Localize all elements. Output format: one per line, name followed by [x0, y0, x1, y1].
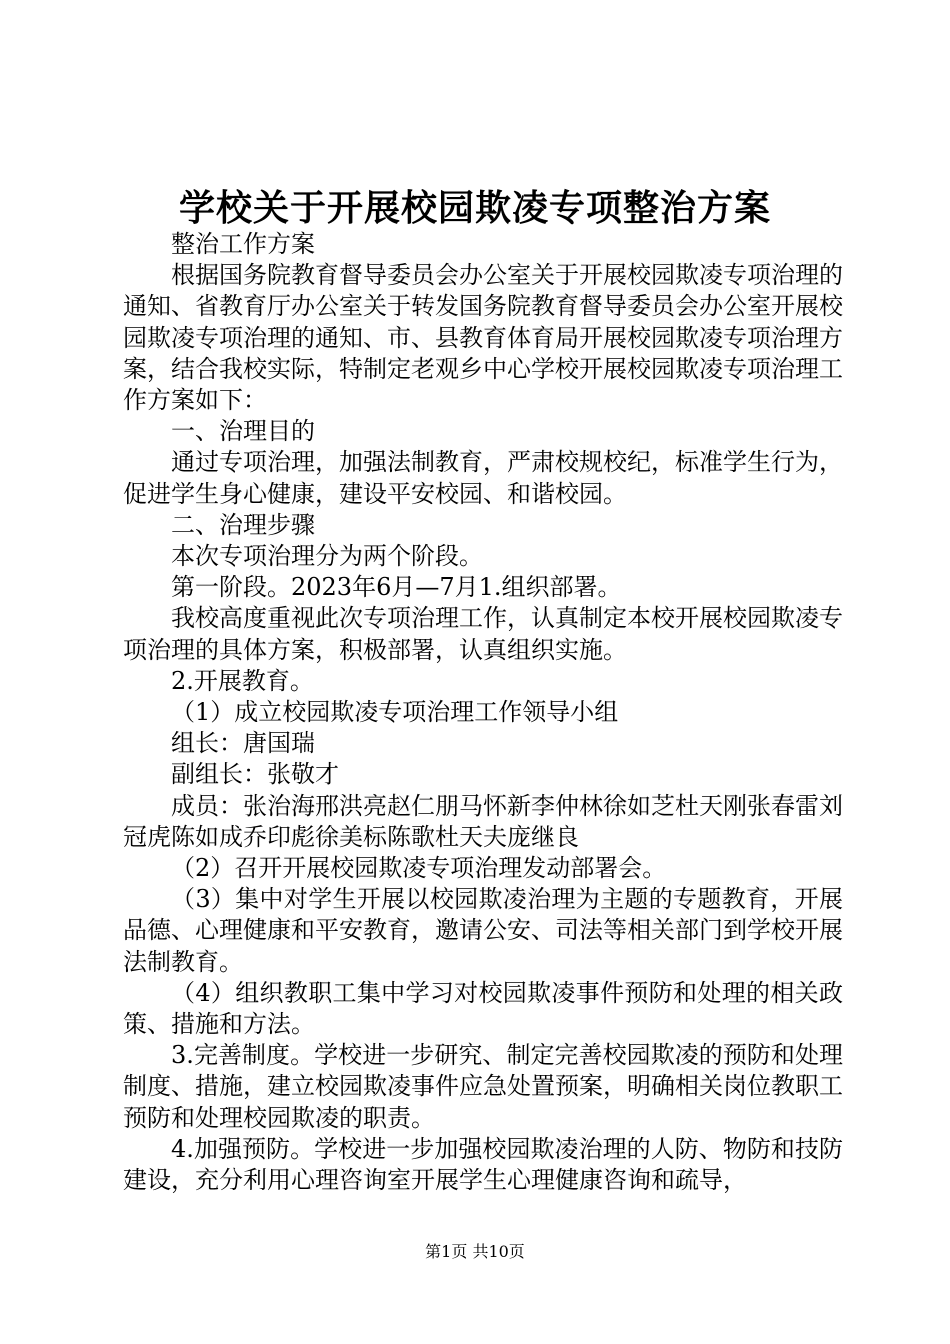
page-footer: 第1页 共10页 [425, 1242, 525, 1261]
paragraph: 3.完善制度。学校进一步研究、制定完善校园欺凌的预防和处理制度、措施，建立校园欺凌事件应急处置预案，明确相关岗位教职工预防和处理校园欺凌的职责。 [123, 1041, 843, 1132]
section-heading: 一、治理目的 [171, 417, 315, 446]
paragraph: 组长：唐国瑞 [171, 729, 315, 758]
paragraph: 整治工作方案 [171, 230, 315, 258]
paragraph: 通过专项治理，加强法制教育，严肃校规校纪，标准学生行为，促进学生身心健康，建设平安校园、和谐校园。 [123, 448, 843, 508]
paragraph: 根据国务院教育督导委员会办公室关于开展校园欺凌专项治理的通知、省教育厅办公室关于转发国务院教育督导委员会办公室开展校园欺凌专项治理的通知、市、县教育体育局开展校园欺凌专项治理方案，结合我校实际，特制定老观乡中心学校开展校园欺凌专项治理工作方案如下： [123, 261, 843, 415]
paragraph: 2.开展教育。 [171, 666, 314, 695]
paragraph: 成员：张治海邢洪亮赵仁朋马怀新李仲林徐如芝杜天刚张春雷刘冠虎陈如成乔印彪徐美标陈歌杜天夫庞继良 [123, 791, 843, 851]
paragraph: （2）召开开展校园欺凌专项治理发动部署会。 [171, 854, 667, 883]
section-heading: 二、治理步骤 [171, 510, 315, 539]
paragraph: 第一阶段。2023年6月—7月1.组织部署。 [171, 573, 622, 602]
document-title: 学校关于开展校园欺凌专项整治方案 [178, 187, 771, 229]
paragraph: 我校高度重视此次专项治理工作，认真制定本校开展校园欺凌专项治理的具体方案，积极部署，认真组织实施。 [123, 604, 843, 664]
document-body [123, 229, 843, 1196]
paragraph: （4）组织教职工集中学习对校园欺凌事件预防和处理的相关政策、措施和方法。 [123, 978, 843, 1039]
paragraph: （3）集中对学生开展以校园欺凌治理为主题的专题教育，开展品德、心理健康和平安教育，邀请公安、司法等相关部门到学校开展法制教育。 [123, 885, 843, 976]
paragraph: 本次专项治理分为两个阶段。 [171, 542, 483, 571]
paragraph: 4.加强预防。学校进一步加强校园欺凌治理的人防、物防和技防建设，充分利用心理咨询室开展学生心理健康咨询和疏导， [123, 1134, 843, 1195]
paragraph: （1）成立校园欺凌专项治理工作领导小组 [171, 698, 619, 727]
paragraph: 副组长：张敬才 [171, 760, 339, 789]
